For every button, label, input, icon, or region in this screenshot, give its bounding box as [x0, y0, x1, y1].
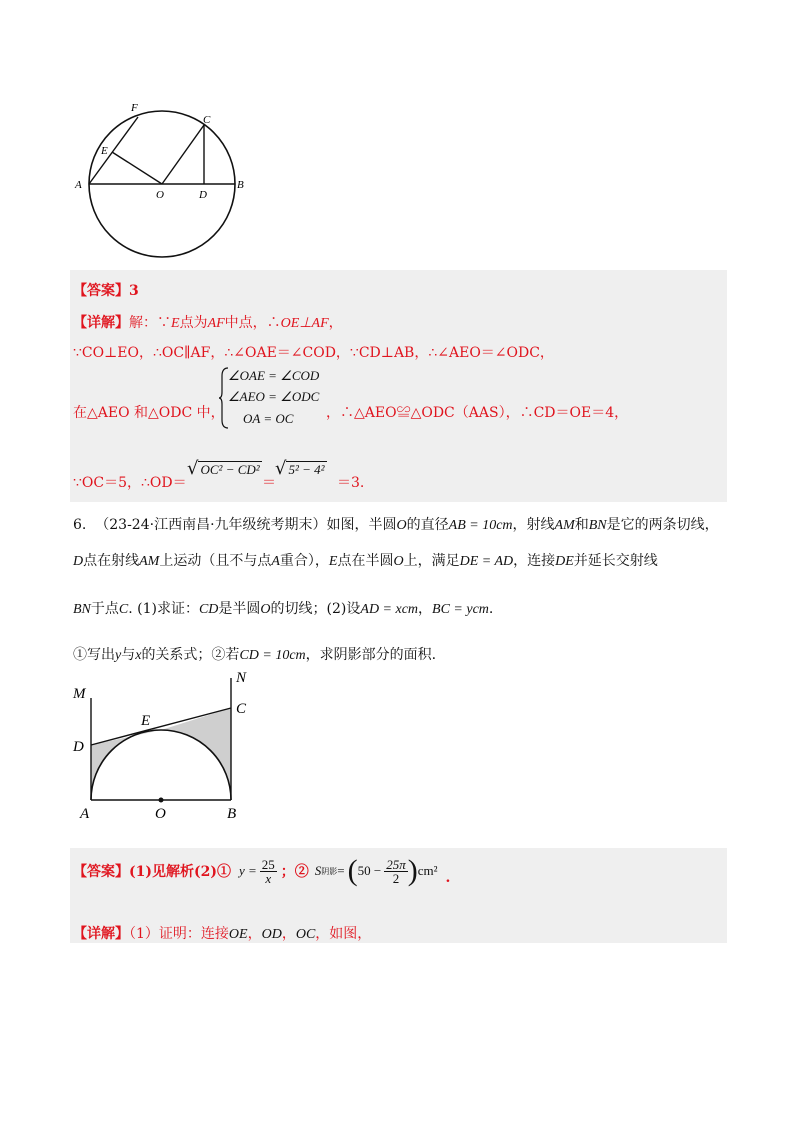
text: ，	[418, 601, 433, 617]
text: 解：∵	[129, 315, 171, 331]
answer-formula	[239, 858, 277, 885]
text: 上运动（且不与点	[159, 553, 272, 569]
answer-value: 3	[129, 283, 139, 299]
figure-semicircle	[68, 668, 268, 828]
var: OE	[228, 927, 248, 942]
text: 点在半圆	[337, 553, 394, 569]
separator: ；②	[280, 864, 309, 880]
text: ，如图，	[315, 926, 372, 942]
detail-1-line-4	[73, 472, 187, 492]
label-M: M	[73, 686, 86, 702]
detail-1-line-4-end	[337, 472, 364, 492]
label-E: E	[101, 145, 108, 157]
figure-circle	[70, 95, 260, 265]
text: 上，满足	[403, 553, 460, 569]
label-O: O	[155, 806, 166, 822]
answer-tag: 【答案】	[73, 283, 129, 299]
answer-1	[73, 280, 139, 300]
detail-2-line-1	[73, 923, 371, 943]
text: 在△AEO 和△ODC 中，	[73, 405, 225, 421]
math: DE = AD	[459, 554, 514, 569]
relation: OE⊥AF	[280, 316, 329, 331]
text: ，∴△AEO≌△ODC（AAS），∴CD＝OE＝4，	[326, 405, 629, 421]
math: CD = 10cm	[239, 648, 306, 663]
var: E	[328, 554, 338, 569]
answer-area-formula: S 阴影 = ( 50 − $\frac{25\pi}{2}$ ) cm²	[314, 854, 438, 887]
text: 重合），	[279, 553, 329, 569]
end: .	[445, 870, 451, 886]
text: 中点，∴	[224, 315, 281, 331]
label-E: E	[141, 713, 151, 729]
system-eq-3: OA = OC	[243, 411, 294, 426]
text: .	[488, 601, 494, 617]
math: BC = ycm	[432, 602, 489, 617]
sqrt-2: √ 5² − 4²	[275, 458, 325, 479]
text: ∵CO⊥EO，∴OC∥AF，∴∠OAE＝∠COD，∵CD⊥AB，∴∠AEO＝∠ODC，	[73, 345, 554, 361]
detail-1-line-1	[73, 312, 343, 332]
text: 并延长交射线	[573, 553, 658, 569]
var-af: AF	[207, 316, 225, 331]
text: . (1)求证：	[128, 601, 199, 617]
sqrt-1: √ OC² − CD²	[187, 458, 260, 479]
var-e: E	[171, 316, 180, 331]
text: 是它的两条切线，	[606, 517, 719, 533]
expr: 50 −	[357, 863, 382, 878]
problem-6-line-4	[73, 644, 436, 664]
denominator: x	[265, 870, 272, 886]
label-A: A	[80, 806, 90, 822]
text: 是半圆	[218, 601, 261, 617]
text: ，	[328, 315, 343, 331]
label-C: C	[236, 701, 247, 717]
detail-1-line-3-suffix	[326, 402, 628, 422]
answer-2	[73, 850, 450, 892]
var: BN	[588, 518, 607, 533]
text: ，连接	[513, 553, 556, 569]
system-eq-2: ∠AEO = ∠ODC	[228, 389, 320, 404]
radicand-1: OC² − CD²	[200, 462, 260, 477]
text: （1）证明：连接	[129, 926, 229, 942]
var: D	[73, 554, 84, 569]
answer-block-1	[70, 270, 727, 502]
text: 点在射线	[83, 553, 140, 569]
text: ＝3.	[337, 475, 365, 491]
answer-tag: 【答案】	[73, 864, 129, 880]
label-D: D	[73, 739, 84, 755]
fraction-2	[384, 858, 408, 885]
numerator: 25π	[386, 856, 406, 872]
text: ，	[281, 926, 296, 942]
detail-tag: 【详解】	[73, 315, 129, 331]
detail-1-line-3-prefix	[73, 402, 225, 422]
area-symbol: S	[314, 863, 322, 878]
var: C	[118, 602, 129, 617]
label-D: D	[199, 189, 207, 201]
text: 和	[574, 517, 589, 533]
var: OD	[261, 927, 282, 942]
label-C: C	[203, 114, 211, 126]
label-N: N	[236, 670, 247, 686]
text: 与	[121, 647, 136, 663]
text: ，射线	[512, 517, 555, 533]
var: O	[393, 554, 404, 569]
unit: cm²	[417, 863, 438, 878]
math: AD = xcm	[360, 602, 419, 617]
text: 的关系式；②若	[141, 647, 240, 663]
eq-sign: ＝	[262, 475, 276, 491]
var: x	[135, 648, 142, 663]
var: OC	[295, 927, 316, 942]
label-O: O	[156, 189, 164, 201]
text: ①写出	[73, 647, 115, 663]
denominator: 2	[392, 870, 400, 886]
system-eq-1: ∠OAE = ∠COD	[228, 368, 320, 383]
text: ，求阴影部分的面积.	[305, 647, 437, 663]
var: DE	[555, 554, 574, 569]
math: AB = 10cm	[448, 518, 513, 533]
equals: =	[337, 863, 345, 878]
label-B: B	[227, 806, 237, 822]
label-B: B	[237, 179, 244, 191]
text: 的直径	[406, 517, 449, 533]
text: ，	[247, 926, 262, 942]
detail-1-line-2	[73, 342, 554, 362]
label-A: A	[75, 179, 82, 191]
text: ∵OC＝5，∴OD＝	[73, 475, 187, 491]
var: AM	[139, 554, 160, 569]
var: y	[115, 648, 122, 663]
lhs: y =	[238, 863, 257, 878]
var: AM	[554, 518, 575, 533]
numerator: 25	[261, 856, 275, 872]
detail-tag: 【详解】	[73, 926, 129, 942]
problem-number: 6.	[73, 517, 87, 533]
text: 点为	[179, 315, 208, 331]
text: 于点	[90, 601, 119, 617]
text: （23-24·江西南昌·九年级统考期末）如图，半圆	[95, 517, 397, 533]
problem-6-line-3	[73, 598, 493, 618]
radicand-2: 5² − 4²	[288, 462, 325, 477]
var: BN	[73, 602, 91, 617]
area-subscript: 阴影	[321, 866, 338, 876]
var: A	[271, 554, 280, 569]
answer-part: (1)见解析(2)①	[129, 864, 231, 880]
var: O	[396, 518, 407, 533]
text: 的切线；(2)设	[270, 601, 361, 617]
label-F: F	[131, 102, 138, 114]
fraction	[260, 858, 277, 885]
var: CD	[198, 602, 219, 617]
problem-6-line-1	[73, 514, 719, 534]
var: O	[260, 602, 271, 617]
problem-6-line-2	[73, 550, 658, 570]
